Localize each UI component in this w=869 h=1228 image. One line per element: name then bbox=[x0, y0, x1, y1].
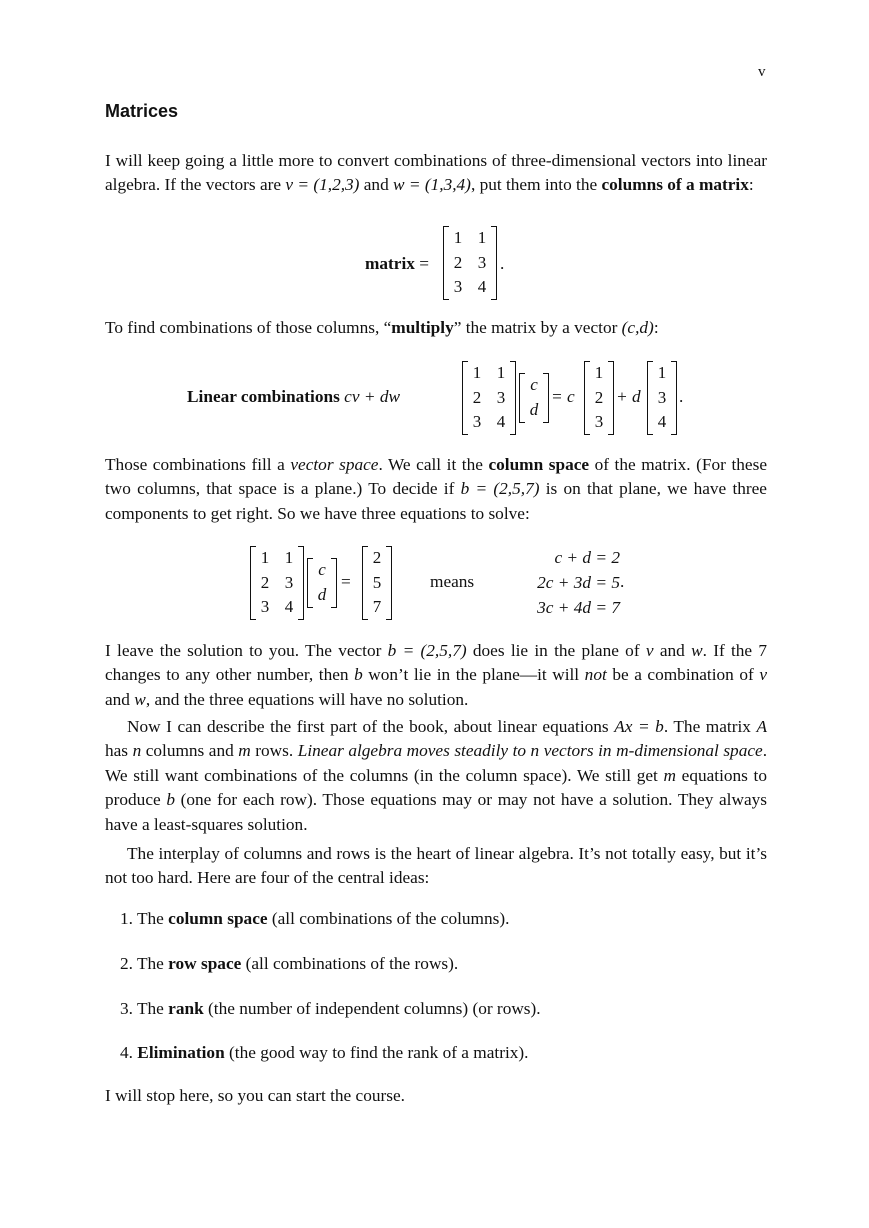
equation-period: . bbox=[500, 254, 505, 273]
paragraph-closing: I will stop here, so you can start the course. bbox=[105, 1086, 405, 1105]
equation-row: 3c + 4d = 7 bbox=[537, 598, 620, 617]
system-rhs: 2 5 7 bbox=[362, 546, 392, 620]
matrix-display: 1 1 2 3 3 4 bbox=[443, 226, 497, 300]
equation-row: 2c + 3d = 5 bbox=[537, 573, 620, 592]
section-title: Matrices bbox=[105, 101, 179, 121]
lincomb-eq-c: = c bbox=[551, 387, 575, 406]
lincomb-vector-cd: c d bbox=[519, 373, 549, 423]
system-equals: = bbox=[341, 572, 351, 591]
lincomb-plus-d: + d bbox=[616, 387, 641, 406]
lincomb-label: Linear combinations cv + dw bbox=[187, 387, 400, 406]
paragraph-interplay: The interplay of columns and rows is the heart of linear algebra. It’s not totally easy, but it’s not too hard. Here are four of the central ideas: bbox=[105, 844, 767, 888]
system-period: . bbox=[620, 572, 625, 591]
lincomb-period: . bbox=[679, 387, 684, 406]
paragraph-intro: I will keep going a little more to convert combinations of three-dimensional vectors into linear algebra. If the vectors are v = (1,2,3) and w = (1,3,4), put them into the columns of a matrix: bbox=[105, 151, 767, 195]
lincomb-matrix: 1 1 2 3 3 4 bbox=[462, 361, 516, 435]
page-number: v bbox=[758, 64, 766, 80]
paragraph-multiply: To find combinations of those columns, “multiply” the matrix by a vector (c,d): bbox=[105, 318, 659, 337]
means-label: means bbox=[430, 572, 475, 591]
system-vector-cd: c d bbox=[307, 558, 337, 608]
paragraph-linear-equations: Now I can describe the first part of the book, about linear equations Ax = b. The matrix A has n columns and m rows. Linear algebra moves steadily to n vectors in m-dimensional space. We still want combinations of the columns (in the column space). We still get m equations to produce b (one for each row). Those equations may or may not have a solution. They always have a least-squares solution. bbox=[105, 717, 768, 834]
system-matrix: 1 1 2 3 3 4 bbox=[250, 546, 304, 620]
lincomb-col2: 1 3 4 bbox=[647, 361, 677, 435]
equation-row: c + d = 2 bbox=[554, 548, 620, 567]
paragraph-column-space: Those combinations fill a vector space. We call it the column space of the matrix. (For these two columns, that space is a plane.) To decide if b = (2,5,7) is on that plane, we have three components to get right. So we have three equations to solve: bbox=[105, 455, 767, 523]
matrix-label: matrix = bbox=[365, 254, 429, 273]
list-item: 3. The rank (the number of independent columns) (or rows). bbox=[120, 999, 541, 1018]
paragraph-solution: I leave the solution to you. The vector b = (2,5,7) does lie in the plane of v and w. If the 7 changes to any other number, then b won’t lie in the plane—it will not be a combination of v and w, and the three equations will have no solution. bbox=[105, 641, 768, 709]
lincomb-col1: 1 2 3 bbox=[584, 361, 614, 435]
list-item: 2. The row space (all combinations of the rows). bbox=[120, 954, 459, 973]
list-item: 1. The column space (all combinations of the columns). bbox=[120, 909, 510, 928]
equation-system bbox=[520, 545, 620, 620]
list-item: 4. Elimination (the good way to find the rank of a matrix). bbox=[120, 1043, 529, 1062]
